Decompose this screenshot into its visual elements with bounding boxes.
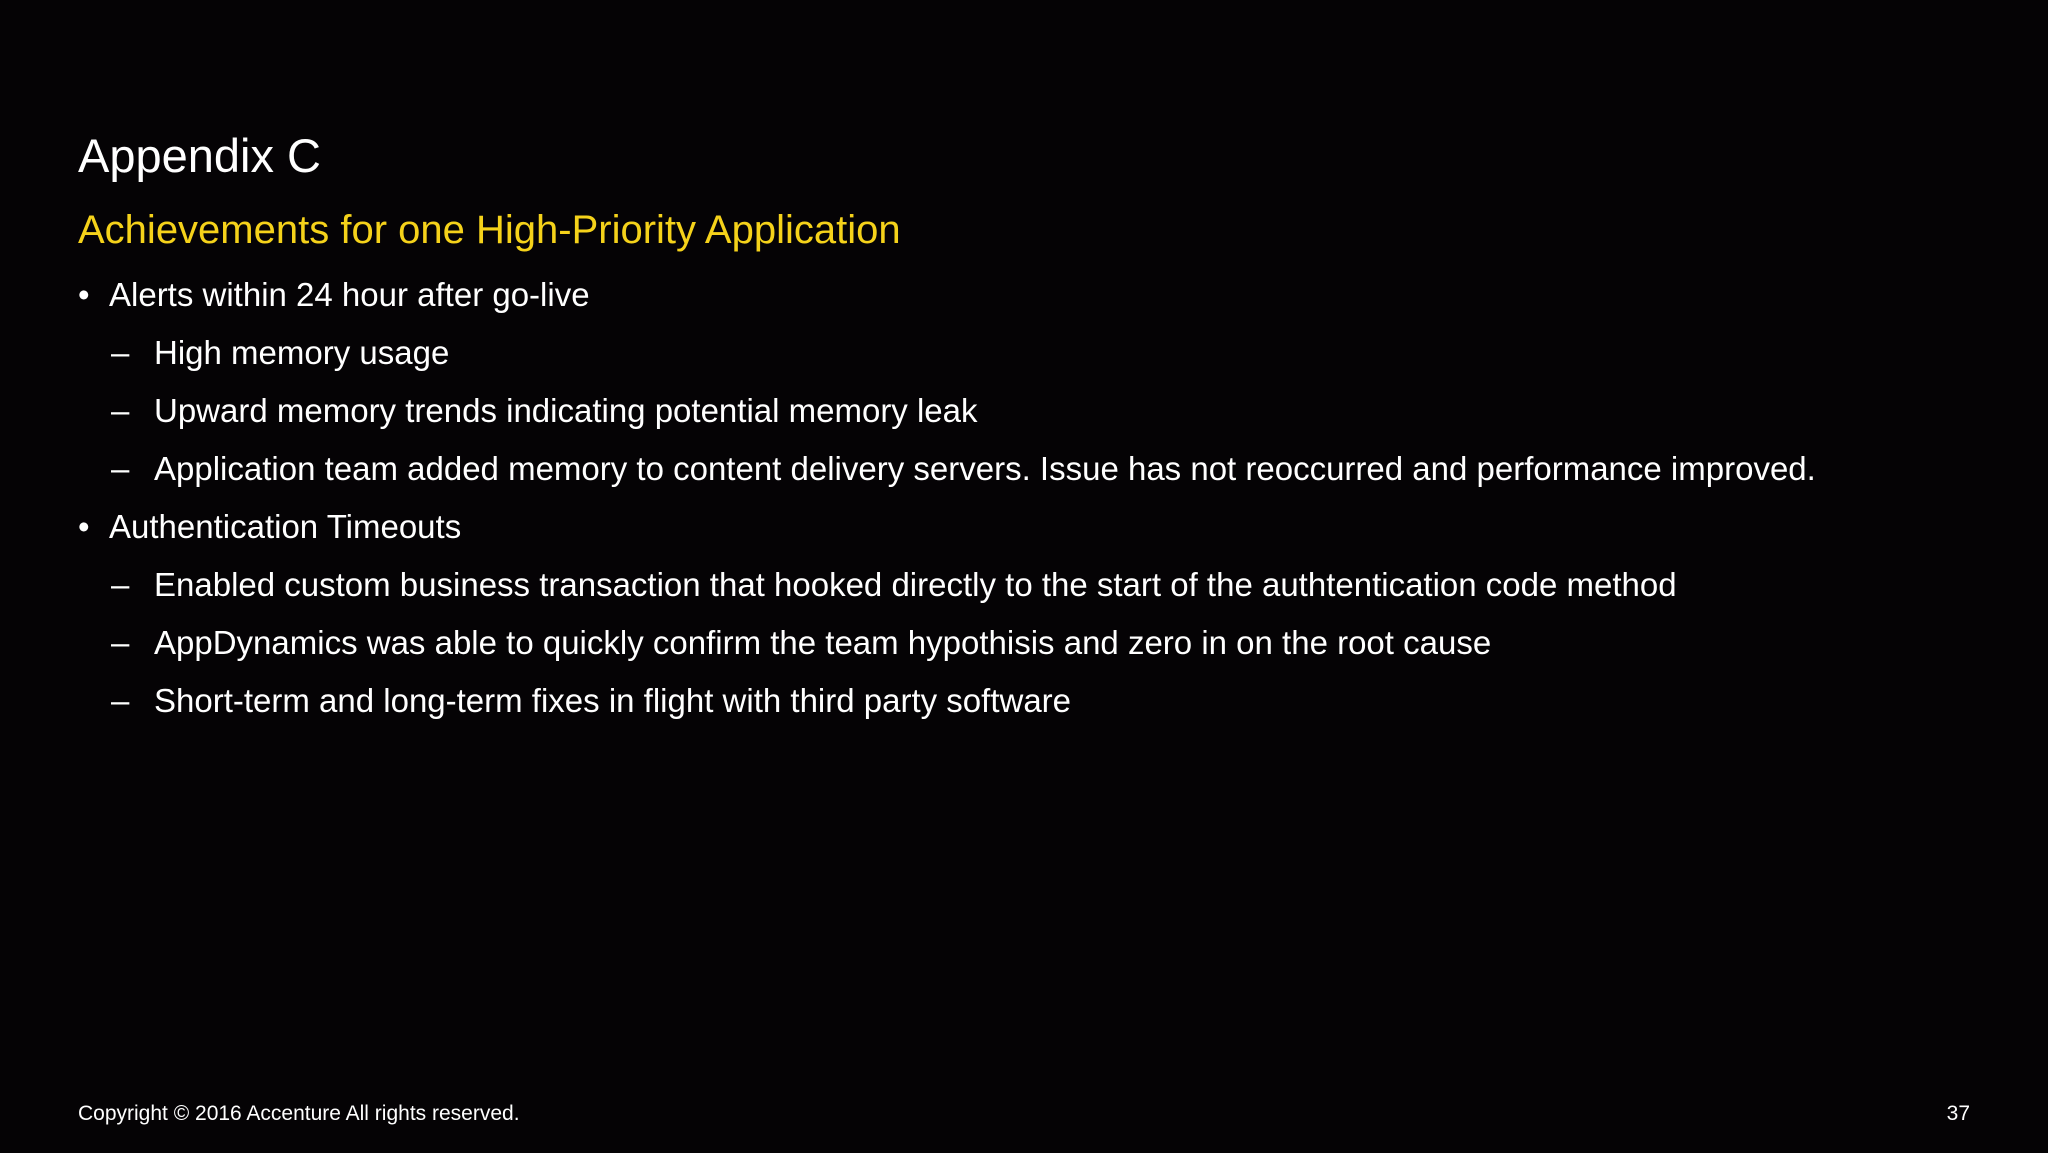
bullet-marker: •: [78, 276, 90, 313]
bullet-text: Authentication Timeouts: [109, 508, 462, 545]
sub-bullet-text: Application team added memory to content delivery servers. Issue has not reoccurred and performance improved.: [154, 450, 1816, 487]
page-number: 37: [1946, 1102, 1970, 1125]
sub-bullet-marker: –: [111, 624, 130, 661]
copyright-notice: Copyright © 2016 Accenture All rights reserved.: [78, 1102, 520, 1125]
slide-subtitle: Achievements for one High-Priority Application: [78, 208, 901, 252]
sub-bullet-text: Short-term and long-term fixes in flight with third party software: [154, 682, 1072, 719]
sub-bullet-text: Upward memory trends indicating potential memory leak: [154, 392, 978, 429]
sub-bullet-text: AppDynamics was able to quickly confirm the team hypothisis and zero in on the root cause: [154, 624, 1492, 661]
sub-bullet-marker: –: [111, 392, 130, 429]
sub-bullet-marker: –: [111, 566, 130, 603]
sub-bullet-text: Enabled custom business transaction that hooked directly to the start of the authtentication code method: [154, 566, 1677, 603]
bullet-text: Alerts within 24 hour after go-live: [109, 276, 590, 313]
sub-bullet-text: High memory usage: [154, 334, 450, 371]
sub-bullet-marker: –: [111, 450, 130, 487]
sub-bullet-marker: –: [111, 334, 130, 371]
bullet-marker: •: [78, 508, 90, 545]
sub-bullet-marker: –: [111, 682, 130, 719]
slide-title: Appendix C: [78, 129, 321, 182]
